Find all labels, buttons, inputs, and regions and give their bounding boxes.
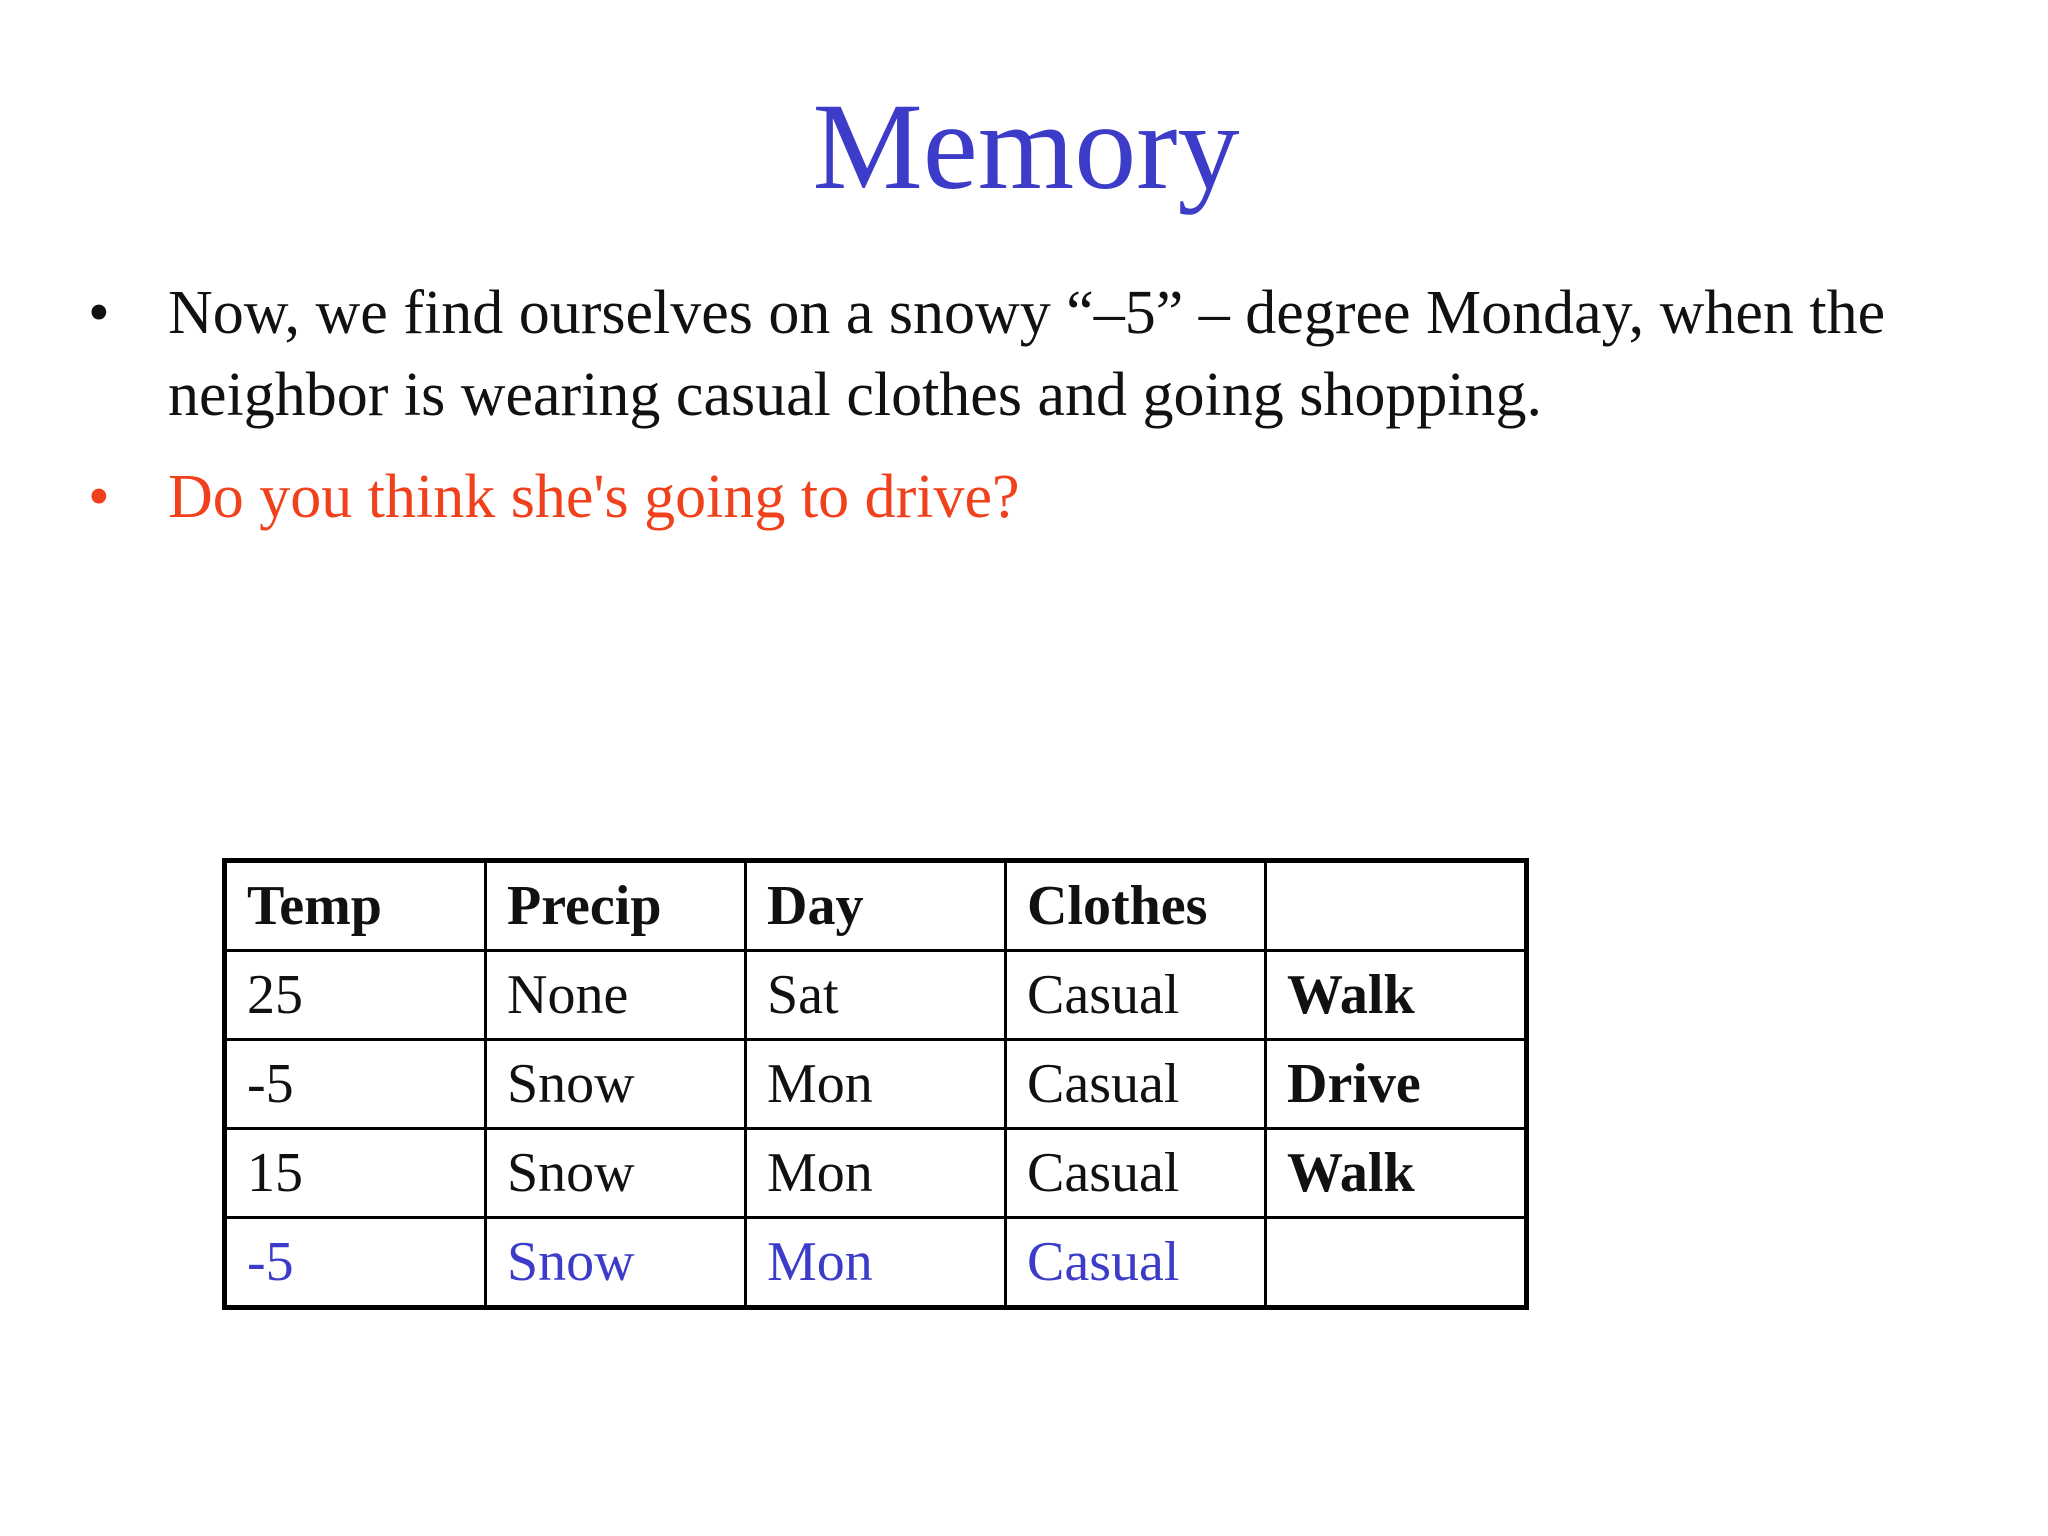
cell-clothes: Casual: [1006, 1129, 1266, 1218]
bullet-marker: •: [88, 463, 110, 531]
memory-table: [222, 858, 1529, 1310]
cell-day: Mon: [746, 1040, 1006, 1129]
table-row-query: [225, 1218, 1527, 1308]
table-header-row: [225, 861, 1527, 951]
cell-day: Sat: [746, 951, 1006, 1040]
cell-outcome: Drive: [1266, 1040, 1527, 1129]
bullet-question: [88, 456, 2008, 538]
cell-clothes: Casual: [1006, 1040, 1266, 1129]
header-precip: Precip: [486, 861, 746, 951]
cell-clothes: Casual: [1006, 951, 1266, 1040]
table-row: [225, 1129, 1527, 1218]
cell-outcome: Walk: [1266, 1129, 1527, 1218]
cell-outcome: [1266, 1218, 1527, 1308]
cell-temp: -5: [225, 1040, 486, 1129]
header-clothes: Clothes: [1006, 861, 1266, 951]
bullet-scenario: [88, 272, 2008, 436]
cell-precip: Snow: [486, 1129, 746, 1218]
header-day: Day: [746, 861, 1006, 951]
cell-temp: 25: [225, 951, 486, 1040]
table-row: [225, 951, 1527, 1040]
cell-precip: Snow: [486, 1040, 746, 1129]
slide-title: Memory: [812, 78, 1240, 215]
header-outcome: [1266, 861, 1527, 951]
cell-precip: Snow: [486, 1218, 746, 1308]
table-row: [225, 1040, 1527, 1129]
memory-table-container: [222, 858, 1529, 1310]
cell-day: Mon: [746, 1129, 1006, 1218]
header-temp: Temp: [225, 861, 486, 951]
cell-day: Mon: [746, 1218, 1006, 1308]
cell-precip: None: [486, 951, 746, 1040]
cell-outcome: Walk: [1266, 951, 1527, 1040]
cell-clothes: Casual: [1006, 1218, 1266, 1308]
bullet-marker: •: [88, 279, 110, 347]
cell-temp: 15: [225, 1129, 486, 1218]
bullet-text: Do you think she's going to drive?: [168, 463, 1020, 531]
cell-temp: -5: [225, 1218, 486, 1308]
bullet-list: [88, 272, 2008, 558]
bullet-text: Now, we find ourselves on a snowy “–5” – degree Monday, when the neighbor is wearing casual clothes and going shopping.: [168, 279, 1886, 429]
